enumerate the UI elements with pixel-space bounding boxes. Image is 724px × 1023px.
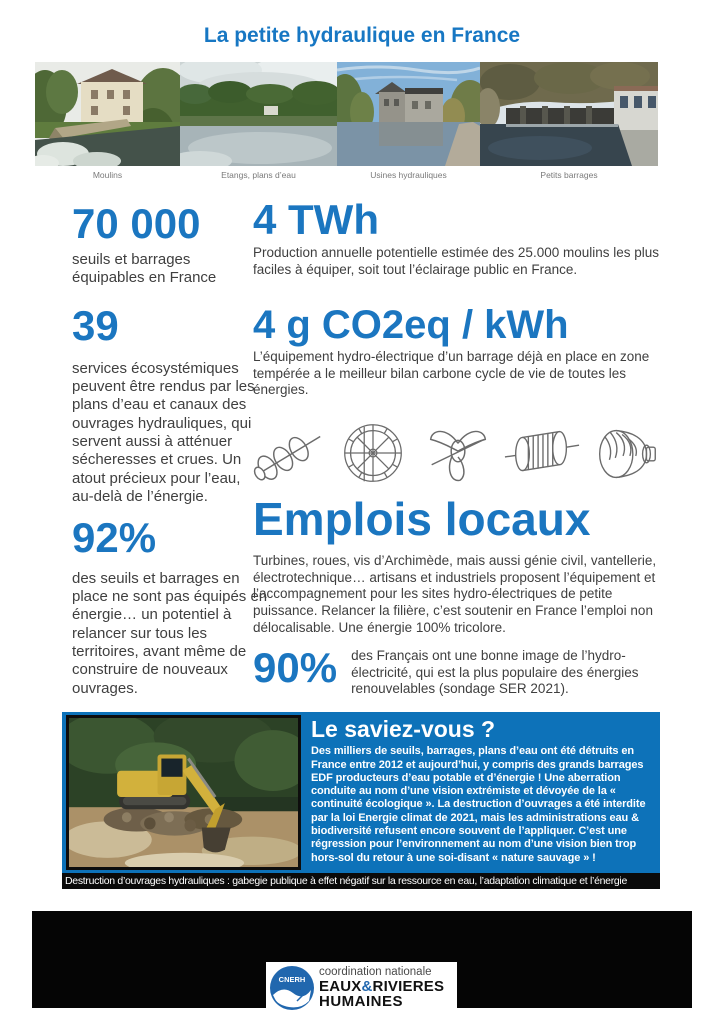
logo-line3: HUMAINES (319, 993, 404, 1011)
stat-90-text: des Français ont une bonne image de l’hydro-électricité, qui est la plus populaire des énergies renouvelables (sondage SER 2021). (351, 648, 639, 697)
usines-photo-art (337, 62, 480, 166)
logo-ampersand: & (361, 978, 373, 996)
stat-co2-text: L’équipement hydro-électrique d’un barrage déjà en place en zone tempérée a le meilleur bilan carbone cycle de vie de toutes les énergies. (253, 349, 650, 398)
logo-line1: coordination nationale (319, 965, 432, 978)
page-title: La petite hydraulique en France (203, 24, 521, 47)
photo-caption-usines: Usines hydrauliques (370, 170, 447, 180)
photo-caption-etangs: Etangs, plans d’eau (221, 170, 296, 180)
photo-etangs (180, 62, 337, 180)
photo-moulins (35, 62, 180, 180)
stat-70000 (72, 200, 252, 287)
francis-runner-icon (587, 418, 665, 490)
turbine-illustrations (250, 416, 665, 492)
stat-39-value: 39 (72, 302, 119, 349)
water-wheel-icon (334, 418, 412, 490)
stat-co2-value: 4 g CO2eq / kWh (253, 303, 569, 347)
photo-usines (337, 62, 480, 180)
saviez-vous-text-block (311, 717, 655, 865)
emplois-section (253, 493, 665, 637)
photo-barrages (480, 62, 658, 180)
photo-caption-bar: Destruction d’ouvrages hydrauliques : gabegie publique à effet négatif sur la ressource en eau, l’adaptation climatique et l’énergie (62, 873, 660, 889)
emplois-title: Emplois locaux (253, 493, 591, 545)
logo-line2 (319, 979, 444, 994)
stat-92 (72, 514, 272, 698)
cnerh-logo (266, 962, 457, 1014)
logo-text (319, 967, 444, 1010)
cnerh-logo-icon (269, 965, 315, 1011)
propeller-icon (419, 418, 497, 490)
stat-90-value: 90% (253, 644, 338, 691)
saviez-vous-box (62, 712, 660, 873)
excavator-photo (66, 715, 301, 870)
logo-eaux: EAUX (319, 978, 362, 996)
stat-4twh (253, 196, 665, 278)
emplois-text: Turbines, roues, vis d’Archimède, mais aussi génie civil, vantellerie, électrotechnique… artisans et industriels proposent l’équipement et l’accompagnement pour les sites hydro-électriques de petite puissance. Relancer la filière, c’est soutenir en France l’emploi non délocalisable. Une énergie 100% tricolore. (253, 553, 657, 635)
cnerh-acronym: CNERH (278, 975, 306, 984)
stat-co2 (253, 303, 665, 399)
stat-92-value: 92% (72, 514, 157, 561)
logo-rivieres: RIVIERES (372, 978, 445, 996)
saviez-vous-title: Le saviez-vous ? (311, 716, 496, 742)
photo-caption-barrages: Petits barrages (540, 170, 598, 180)
stat-70000-text: seuils et barrages équipables en France (72, 250, 217, 287)
stat-90 (253, 644, 665, 698)
stat-4twh-value: 4 TWh (253, 196, 379, 243)
stat-92-text: des seuils et barrages en place ne sont pas équipés en énergie… un potentiel à relancer sur tous les territoires, avant même de construire de nouveaux ouvrages. (72, 569, 268, 697)
archimedes-screw-icon (250, 418, 328, 490)
moulins-photo-art (35, 62, 180, 166)
stat-39 (72, 302, 264, 506)
excavator-photo-art (69, 718, 298, 867)
stat-4twh-text: Production annuelle potentielle estimée des 25.000 moulins les plus faciles à équiper, soit tout l’éclairage public en France. (253, 244, 660, 277)
etangs-photo-art (180, 62, 337, 166)
photo-strip (35, 62, 658, 180)
barrages-photo-art (480, 62, 658, 166)
crossflow-drum-icon (503, 418, 581, 490)
photo-caption-moulins: Moulins (92, 170, 123, 180)
stat-70000-value: 70 000 (72, 200, 201, 247)
stat-39-text: services écosystémiques peuvent être rendus par les plans d’eau et canaux des ouvrages hydrauliques, qui servent aussi à atténuer sécheresses et crues. Un atout précieux pour l’eau, au-delà de l’énergie. (72, 359, 255, 505)
saviez-vous-body: Des milliers de seuils, barrages, plans d’eau ont été détruits en France entre 2012 et aujourd’hui, y compris des grands barrages EDF producteurs d’eau potable et d’énergie ! Une aberration conduite au nom d’une vision extrémiste et dévoyée de la « continuité écologique ». La destruction d’ouvrages a été interdite par la loi Energie climat de 2021, mais les administrations eau & biodiversité refusent encore souvent de l’appliquer. C’est une régression pour l’environnement au nom d’une vision bien trop hors-sol du retour à une soi-disant « nature sauvage » ! (311, 745, 646, 864)
